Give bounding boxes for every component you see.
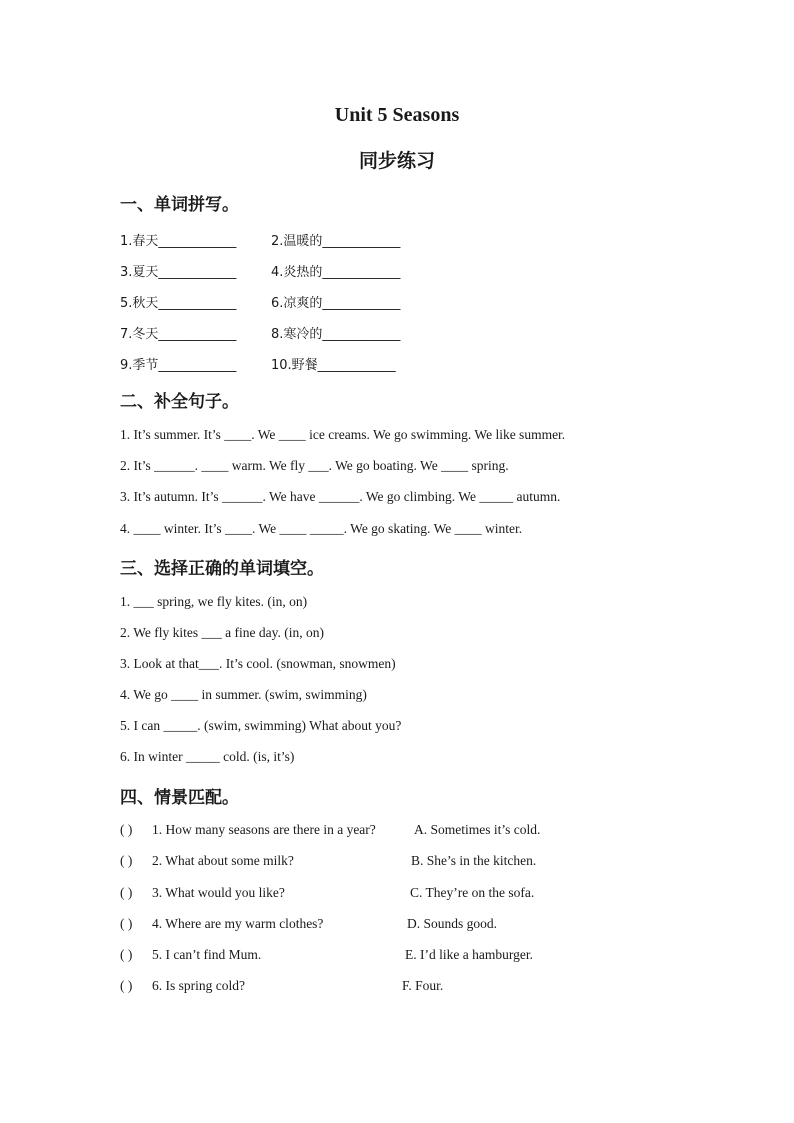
sentence-item: 2. It’s ______. ____ warm. We fly ___. We go boating. We ____ spring.: [120, 458, 509, 473]
match-answer: D. Sounds good.: [407, 916, 498, 931]
choice-item: 1. ___ spring, we fly kites. (in, on): [120, 594, 308, 609]
match-answer: B. She’s in the kitchen.: [411, 853, 537, 868]
word-item: 5.秋天____________: [120, 296, 237, 311]
section-1-heading: 一、单词拼写。: [120, 195, 239, 215]
page-subtitle: 同步练习: [358, 150, 435, 172]
choice-item: 6. In winter _____ cold. (is, it’s): [120, 749, 295, 764]
word-item: 8.寒冷的____________: [271, 327, 401, 342]
match-question: 2. What about some milk?: [152, 853, 294, 868]
word-item: 2.温暖的____________: [271, 234, 401, 249]
word-item: 10.野餐____________: [271, 358, 396, 373]
word-item: 6.凉爽的____________: [271, 296, 401, 311]
answer-paren: ( ): [120, 885, 133, 900]
section-2-heading: 二、补全句子。: [120, 392, 239, 412]
answer-paren: ( ): [120, 978, 133, 993]
sentence-item: 1. It’s summer. It’s ____. We ____ ice creams. We go swimming. We like summer.: [120, 427, 566, 442]
match-question: 5. I can’t find Mum.: [152, 947, 262, 962]
page-title: Unit 5 Seasons: [334, 104, 460, 126]
match-answer: A. Sometimes it’s cold.: [414, 822, 541, 837]
match-answer: F. Four.: [402, 978, 444, 993]
answer-paren: ( ): [120, 916, 133, 931]
sentence-item: 4. ____ winter. It’s ____. We ____ _____. We go skating. We ____ winter.: [120, 521, 523, 536]
word-item: 1.春天____________: [120, 234, 237, 249]
choice-item: 3. Look at that___. It’s cool. (snowman, snowmen): [120, 656, 396, 671]
word-item: 4.炎热的____________: [271, 265, 401, 280]
match-question: 3. What would you like?: [152, 885, 285, 900]
match-question: 1. How many seasons are there in a year?: [152, 822, 376, 837]
answer-paren: ( ): [120, 822, 133, 837]
word-item: 9.季节____________: [120, 358, 237, 373]
word-item: 7.冬天____________: [120, 327, 237, 342]
word-item: 3.夏天____________: [120, 265, 237, 280]
answer-paren: ( ): [120, 947, 133, 962]
choice-item: 5. I can _____. (swim, swimming) What about you?: [120, 718, 402, 733]
section-3-heading: 三、选择正确的单词填空。: [120, 559, 324, 579]
match-question: 4. Where are my warm clothes?: [152, 916, 324, 931]
answer-paren: ( ): [120, 853, 133, 868]
choice-item: 4. We go ____ in summer. (swim, swimming): [120, 687, 367, 702]
choice-item: 2. We fly kites ___ a fine day. (in, on): [120, 625, 324, 640]
section-4-heading: 四、情景匹配。: [120, 788, 239, 808]
match-answer: C. They’re on the sofa.: [410, 885, 535, 900]
match-question: 6. Is spring cold?: [152, 978, 245, 993]
match-answer: E. I’d like a hamburger.: [405, 947, 533, 962]
sentence-item: 3. It’s autumn. It’s ______. We have ______. We go climbing. We _____ autumn.: [120, 489, 561, 504]
